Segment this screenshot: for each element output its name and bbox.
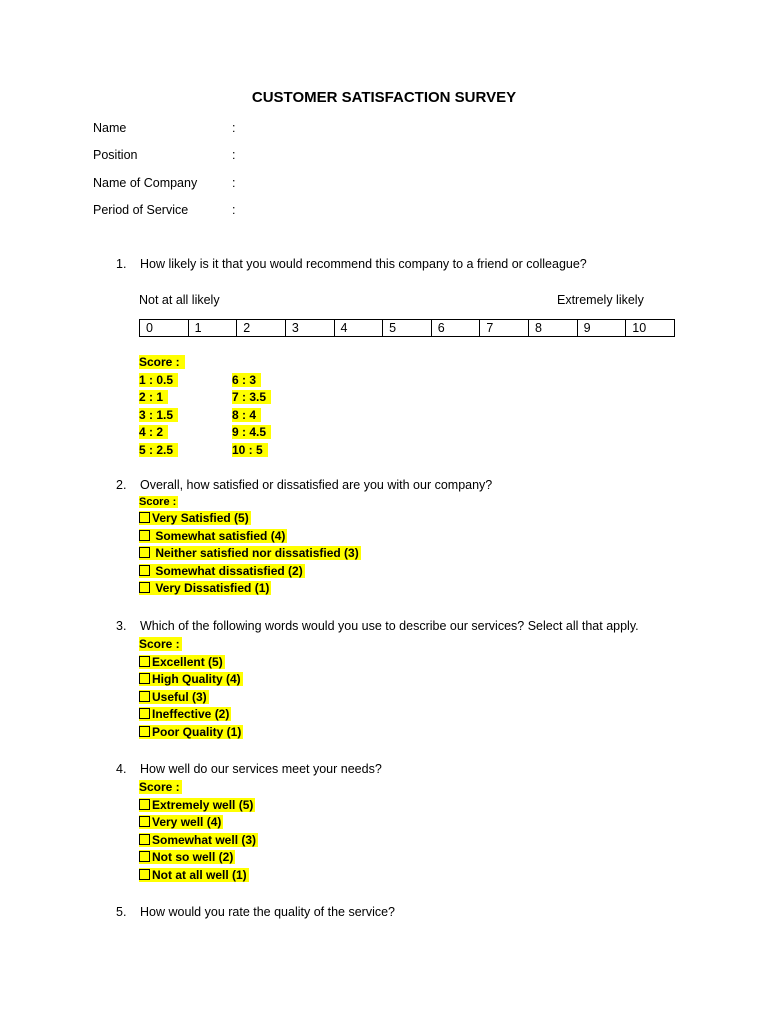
option-label: Neither satisfied nor dissatisfied (3) xyxy=(152,546,359,561)
info-label: Name xyxy=(93,121,127,135)
scale-cell-3[interactable]: 3 xyxy=(285,320,334,337)
info-label: Position xyxy=(93,148,138,162)
checkbox-icon[interactable] xyxy=(139,869,150,880)
option-label: High Quality (4) xyxy=(152,672,241,687)
scale-cell-10[interactable]: 10 xyxy=(626,320,675,337)
option-label: Very well (4) xyxy=(152,815,222,830)
question-number: 3. xyxy=(116,619,127,633)
score-item: 9 : 4.5 xyxy=(232,425,271,439)
question-text: How would you rate the quality of the service? xyxy=(140,905,395,919)
question-5 xyxy=(116,905,395,919)
question-2 xyxy=(116,478,492,492)
rating-scale-table xyxy=(139,319,675,337)
checkbox-icon[interactable] xyxy=(139,673,150,684)
option-label: Extremely well (5) xyxy=(152,797,254,812)
checkbox-icon[interactable] xyxy=(139,530,150,541)
question-4 xyxy=(116,762,382,776)
option-label: Not at all well (1) xyxy=(152,867,247,882)
score-item: 1 : 0.5 xyxy=(139,373,178,387)
scale-cell-5[interactable]: 5 xyxy=(383,320,432,337)
info-label: Name of Company xyxy=(93,176,198,190)
question-text: How likely is it that you would recommend this company to a friend or colleague? xyxy=(140,257,587,271)
info-colon: : xyxy=(232,148,236,162)
scale-low-label: Not at all likely xyxy=(139,293,220,307)
info-colon: : xyxy=(232,121,236,135)
score-item: 5 : 2.5 xyxy=(139,443,178,457)
checkbox-icon[interactable] xyxy=(139,582,150,593)
checkbox-icon[interactable] xyxy=(139,851,150,862)
scale-cell-2[interactable]: 2 xyxy=(237,320,286,337)
question-number: 4. xyxy=(116,762,127,776)
checkbox-icon[interactable] xyxy=(139,799,150,810)
option-label: Not so well (2) xyxy=(152,850,234,865)
checkbox-icon[interactable] xyxy=(139,656,150,667)
q2-options xyxy=(139,495,361,598)
scale-cell-0[interactable]: 0 xyxy=(140,320,189,337)
question-1 xyxy=(116,257,587,271)
option-label: Ineffective (2) xyxy=(152,707,230,722)
info-row-period xyxy=(93,203,235,217)
checkbox-icon[interactable] xyxy=(139,726,150,737)
score-item: 10 : 5 xyxy=(232,443,268,457)
info-colon: : xyxy=(232,203,236,217)
q4-options xyxy=(139,779,258,885)
scale-cell-6[interactable]: 6 xyxy=(431,320,480,337)
option-label: Somewhat dissatisfied (2) xyxy=(152,563,303,578)
scale-high-label: Extremely likely xyxy=(557,293,644,307)
score-item: 3 : 1.5 xyxy=(139,408,178,422)
score-item: 8 : 4 xyxy=(232,408,261,422)
option-label: Very Dissatisfied (1) xyxy=(152,581,270,596)
option-label: Poor Quality (1) xyxy=(152,724,242,739)
q1-score-key xyxy=(139,354,271,459)
score-item: 7 : 3.5 xyxy=(232,390,271,404)
checkbox-icon[interactable] xyxy=(139,834,150,845)
scale-cell-9[interactable]: 9 xyxy=(577,320,626,337)
question-number: 2. xyxy=(116,478,127,492)
score-title: Score : xyxy=(139,637,180,651)
score-item: 4 : 2 xyxy=(139,425,168,439)
info-row-position xyxy=(93,148,235,162)
q3-options xyxy=(139,636,243,742)
survey-title: CUSTOMER SATISFACTION SURVEY xyxy=(251,89,517,106)
question-number: 5. xyxy=(116,905,127,919)
question-text: How well do our services meet your needs? xyxy=(140,762,382,776)
checkbox-icon[interactable] xyxy=(139,691,150,702)
checkbox-icon[interactable] xyxy=(139,565,150,576)
question-text: Overall, how satisfied or dissatisfied are you with our company? xyxy=(140,478,493,492)
option-label: Useful (3) xyxy=(152,689,207,704)
question-3 xyxy=(116,619,639,633)
checkbox-icon[interactable] xyxy=(139,512,150,523)
score-title: Score : xyxy=(139,355,185,369)
score-title: Score : xyxy=(139,496,177,508)
scale-cell-4[interactable]: 4 xyxy=(334,320,383,337)
option-label: Somewhat satisfied (4) xyxy=(152,528,286,543)
scale-cell-1[interactable]: 1 xyxy=(188,320,237,337)
score-item: 6 : 3 xyxy=(232,373,261,387)
option-label: Very Satisfied (5) xyxy=(152,511,249,525)
info-label: Period of Service xyxy=(93,203,189,217)
info-row-name xyxy=(93,121,235,135)
score-item: 2 : 1 xyxy=(139,390,168,404)
checkbox-icon[interactable] xyxy=(139,547,150,558)
option-label: Somewhat well (3) xyxy=(152,832,257,847)
scale-cell-7[interactable]: 7 xyxy=(480,320,529,337)
question-text: Which of the following words would you use to describe our services? Select all that apply. xyxy=(140,619,639,633)
checkbox-icon[interactable] xyxy=(139,708,150,719)
scale-cell-8[interactable]: 8 xyxy=(529,320,578,337)
info-row-company xyxy=(93,176,235,190)
score-title: Score : xyxy=(139,780,180,794)
checkbox-icon[interactable] xyxy=(139,816,150,827)
info-colon: : xyxy=(232,176,236,190)
question-number: 1. xyxy=(116,257,127,271)
option-label: Excellent (5) xyxy=(152,654,223,669)
